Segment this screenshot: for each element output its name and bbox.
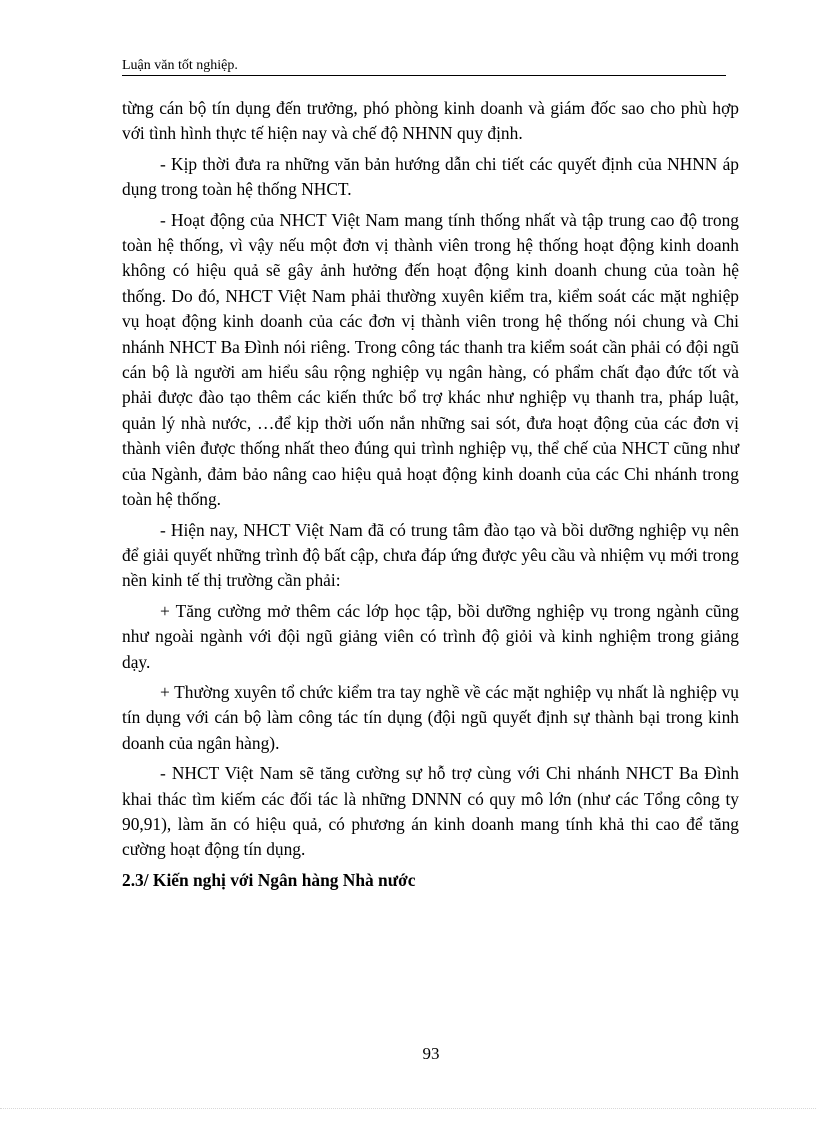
page-number: 93 xyxy=(422,1044,440,1063)
page-edge-divider xyxy=(0,1108,816,1109)
body-text xyxy=(122,96,739,893)
section-heading: 2.3/ Kiến nghị với Ngân hàng Nhà nước xyxy=(122,869,416,890)
paragraph-continuation: từng cán bộ tín dụng đến trưởng, phó phòng kinh doanh và giám đốc sao cho phù hợp với tình hình thực tế hiện nay và chế độ NHNN quy định. xyxy=(122,98,739,144)
paragraph-skill-testing: + Thường xuyên tổ chức kiểm tra tay nghề về các mặt nghiệp vụ nhất là nghiệp vụ tín dụng với cán bộ làm công tác tín dụng (đội ngũ quyết định sự thành bại trong kinh doanh của ngân hàng). xyxy=(122,681,739,753)
running-header xyxy=(122,55,726,76)
paragraph-training-center: - Hiện nay, NHCT Việt Nam đã có trung tâm đào tạo và bồi dưỡng nghiệp vụ nên để giải quyết những trình độ bất cập, chưa đáp ứng được yêu cầu và nhiệm vụ mới trong nền kinh tế thị trường cần phải: xyxy=(122,519,739,591)
paragraph-partner-support: - NHCT Việt Nam sẽ tăng cường sự hỗ trợ cùng với Chi nhánh NHCT Ba Đình khai thác tìm kiếm các đối tác là những DNNN có quy mô lớn (như các Tổng công ty 90,91), làm ăn có hiệu quả, có phương án kinh doanh mang tính khả thi cao để tăng cường hoạt động tín dụng. xyxy=(122,763,739,860)
paragraph-training-classes: + Tăng cường mở thêm các lớp học tập, bồi dưỡng nghiệp vụ trong ngành cũng như ngoài ngành với đội ngũ giảng viên có trình độ giỏi và kinh nghiệm trong giảng dạy. xyxy=(122,600,739,672)
paragraph-guidance-documents: - Kịp thời đưa ra những văn bản hướng dẫn chi tiết các quyết định của NHNN áp dụng trong toàn hệ thống NHCT. xyxy=(122,153,739,200)
paragraph-inspection-control: - Hoạt động của NHCT Việt Nam mang tính thống nhất và tập trung cao độ trong toàn hệ thống, vì vậy nếu một đơn vị thành viên trong hệ thống hoạt động kinh doanh không có hiệu quả sẽ gây ảnh hưởng đến hoạt động kinh doanh chung của toàn hệ thống. Do đó, NHCT Việt Nam phải thường xuyên kiểm tra, kiểm soát các mặt nghiệp vụ hoạt động kinh doanh của các đơn vị thành viên trong hệ thống nói chung và Chi nhánh NHCT Ba Đình nói riêng. Trong công tác thanh tra kiểm soát cần phải có đội ngũ cán bộ là người am hiểu sâu rộng nghiệp vụ ngân hàng, có phẩm chất đạo đức tốt và phải được đào tạo thêm các kiến thức bổ trợ khác như nghiệp vụ thanh tra, pháp luật, quản lý nhà nước, …để kịp thời uốn nắn những sai sót, đưa hoạt động của các đơn vị thành viên được thống nhất theo đúng qui trình nghiệp vụ, thể chế của NHCT cũng như của Ngành, đảm bảo nâng cao hiệu quả hoạt động kinh doanh của các Chi nhánh trong toàn hệ thống. xyxy=(122,209,739,510)
running-header-title: Luận văn tốt nghiệp. xyxy=(122,58,238,73)
